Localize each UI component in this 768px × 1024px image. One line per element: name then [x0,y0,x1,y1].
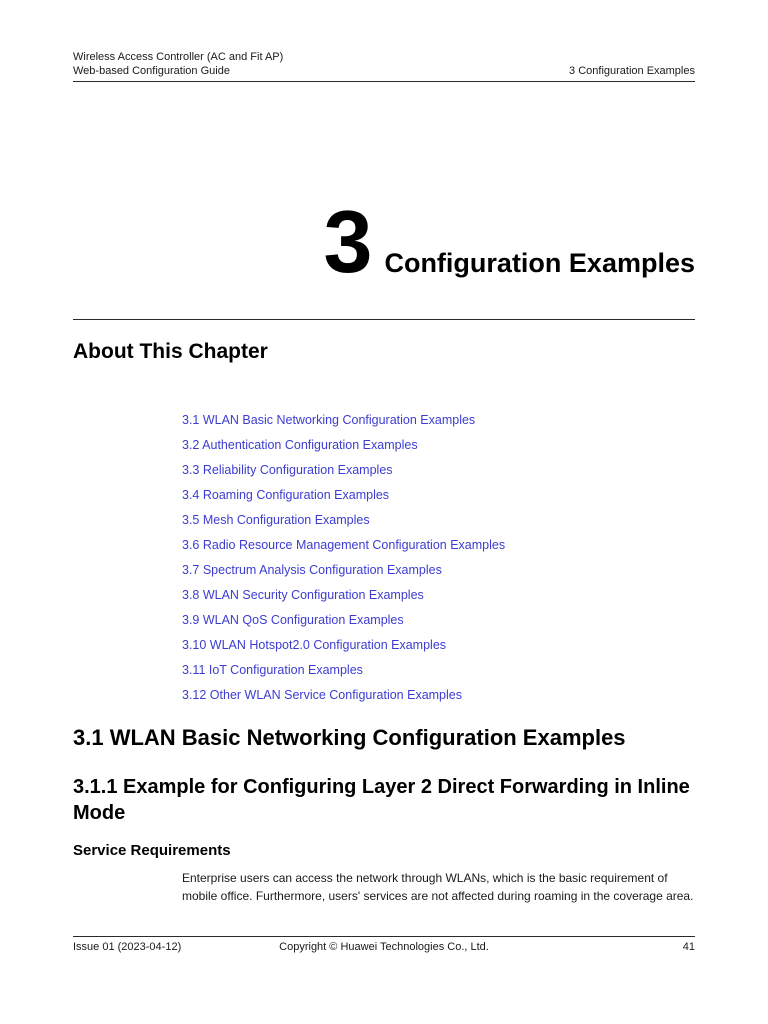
toc-link-3-2[interactable]: 3.2 Authentication Configuration Examples [182,438,418,452]
toc-link-3-3[interactable]: 3.3 Reliability Configuration Examples [182,463,393,477]
chapter-number: 3 [323,192,371,291]
footer-issue: Issue 01 (2023-04-12) [73,941,182,953]
section-3-1-1-heading: 3.1.1 Example for Configuring Layer 2 Direct Forwarding in Inline Mode [73,776,690,824]
about-chapter-heading: About This Chapter [73,340,268,363]
header-divider [73,81,695,82]
header-chapter-ref: 3 Configuration Examples [569,65,695,77]
toc-link-3-1[interactable]: 3.1 WLAN Basic Networking Configuration Examples [182,413,476,427]
chapter-divider [73,319,695,320]
toc-link-3-5[interactable]: 3.5 Mesh Configuration Examples [182,513,370,527]
toc-link-3-10[interactable]: 3.10 WLAN Hotspot2.0 Configuration Examples [182,638,447,652]
toc-link-3-11[interactable]: 3.11 IoT Configuration Examples [182,663,363,677]
chapter-title: Configuration Examples [384,248,695,278]
page-header [73,50,695,82]
header-doc-subtitle: Web-based Configuration Guide [73,65,230,77]
toc-link-3-12[interactable]: 3.12 Other WLAN Service Configuration Examples [182,688,462,702]
service-requirements-heading: Service Requirements [73,842,231,859]
service-requirements-paragraph: Enterprise users can access the network through WLANs, which is the basic requirement of mobile office. Furthermore, users' services are not affected during roaming in the coverage area. [182,871,694,903]
section-3-1-heading: 3.1 WLAN Basic Networking Configuration Examples [73,725,626,750]
footer-copyright: Copyright © Huawei Technologies Co., Ltd. [279,941,489,953]
header-doc-title: Wireless Access Controller (AC and Fit AP) [73,51,284,63]
toc-link-3-7[interactable]: 3.7 Spectrum Analysis Configuration Examples [182,563,442,577]
chapter-banner [73,192,695,320]
chapter-toc [182,408,702,708]
page-footer [73,936,695,953]
toc-link-3-6[interactable]: 3.6 Radio Resource Management Configuration Examples [182,538,506,552]
footer-page-number: 41 [682,941,695,953]
footer-divider [73,936,695,937]
toc-link-3-4[interactable]: 3.4 Roaming Configuration Examples [182,488,390,502]
toc-link-3-8[interactable]: 3.8 WLAN Security Configuration Examples [182,588,424,602]
toc-link-3-9[interactable]: 3.9 WLAN QoS Configuration Examples [182,613,404,627]
